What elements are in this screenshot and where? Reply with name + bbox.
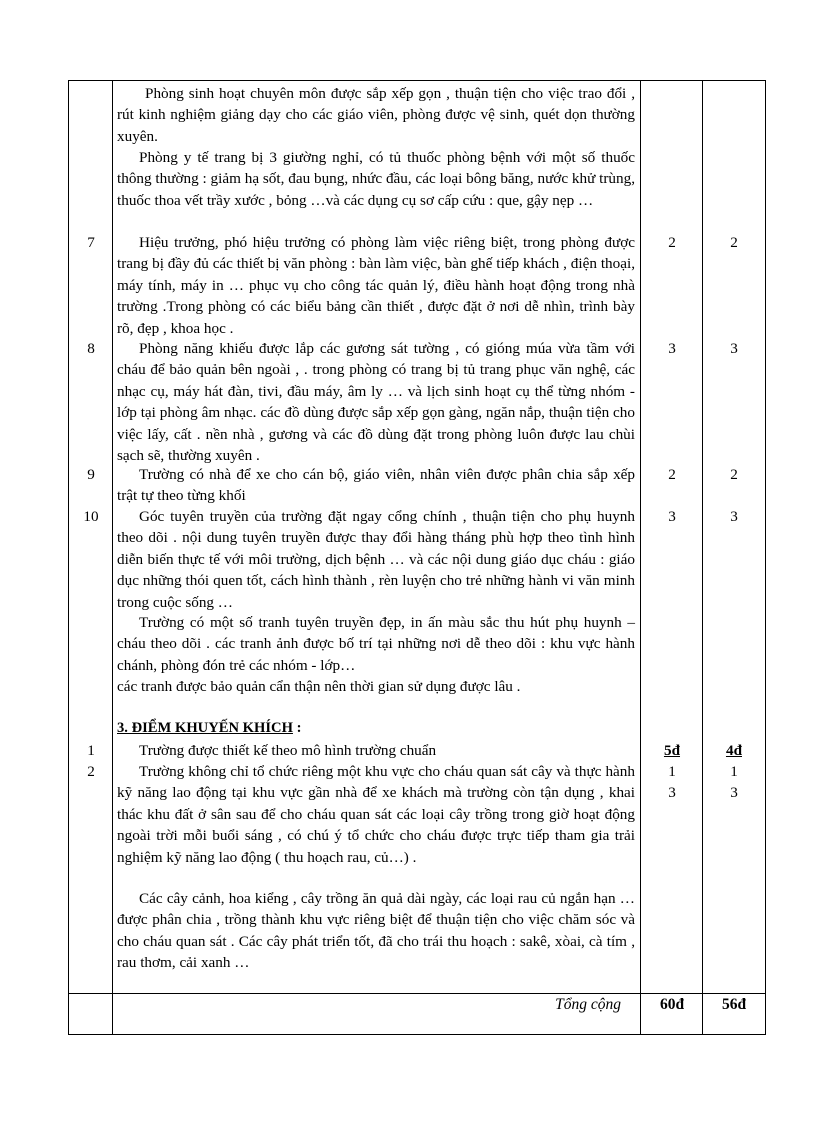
row-8-max-score: 3 (668, 340, 676, 357)
paragraph-plants: Các cây cảnh, hoa kiểng , cây trồng ăn quả dài ngày, các loại rau củ ngắn hạn … được phân chia , trồng thành khu vực riêng biệt để thuận tiện cho việc chăm sóc và cho cháu quan sát . Các cây phát triển tốt, đã cho trái thu hoạch : sakê, xòai, cà tím , rau thơm, cải xanh … (117, 890, 635, 972)
paragraph-standard-design: Trường được thiết kế theo mô hình trường chuẩn (139, 742, 437, 759)
row-1-stt: 1 (87, 742, 95, 759)
paragraph-medical-room: Phòng y tế trang bị 3 giường nghỉ, có tủ thuốc phòng bệnh với một số thuốc thông thường : giảm hạ sốt, đau bụng, nhức đầu, các loại bông băng, nước khử trùng, thuốc thoa vết trầy xước , bỏng …và các dụng cụ sơ cấp cứu : que, gậy nẹp … (117, 149, 635, 209)
paragraph-garden-area: Trường không chỉ tổ chức riêng một khu vực cho cháu quan sát cây và thực hành kỹ năng lao động tại khu vực gần nhà để xe khách mà trường còn tận dụng , khai thác khu đất ở sân sau để cho cháu quan sát các loại cây trồng trong giờ hoạt động ngoài trời mỗi buổi sáng , có chú ý tổ chức cho cháu được trực tiếp tham gia trải nghiệm kỹ năng lao động ( thu hoạch rau, củ…) . (117, 763, 635, 866)
table-border-right (765, 80, 766, 1035)
paragraph-meeting-room: Phòng sinh hoạt chuyên môn được sắp xếp gọn , thuận tiện cho việc trao đổi , rút kinh nghiệm giảng dạy cho các giáo viên, phòng được vệ sinh, quét dọn thường xuyên. (117, 85, 635, 145)
row-9-max-score: 2 (668, 466, 676, 483)
row-2-stt: 2 (87, 763, 95, 780)
section-max-score: 5đ (663, 742, 681, 759)
table-border-left (68, 80, 69, 1035)
section-heading-colon: : (292, 720, 302, 736)
row-7-max-score: 2 (668, 234, 676, 251)
row-7-stt: 7 (87, 234, 95, 251)
section-heading-text: 3. ĐIỂM KHUYẾN KHÍCH (117, 720, 293, 736)
table-border-bottom (68, 1034, 766, 1035)
table-border-col3 (702, 80, 703, 1035)
row-7-score: 2 (730, 234, 738, 251)
table-border-col1 (112, 80, 113, 1035)
total-label: Tổng cộng (555, 996, 621, 1013)
table-border-col2 (640, 80, 641, 1035)
total-score: 56đ (721, 996, 747, 1013)
row-2-max-score: 3 (668, 784, 676, 801)
section-score: 4đ (725, 742, 743, 759)
total-max-score: 60đ (659, 996, 685, 1013)
paragraph-propaganda-corner: Góc tuyên truyền của trường đặt ngay cổng chính , thuận tiện cho phụ huynh theo dõi . nội dung tuyên truyền được thay đổi hàng tháng phù hợp theo tình hình diễn biến thực tế với môi trường, dịch bệnh … và các nội dung giáo dục cháu : giáo dục những thói quen tốt, cách hình thành , rèn luyện cho trẻ những hành vi văn minh trong cuộc sống … (117, 508, 635, 611)
row-10-max-score: 3 (668, 508, 676, 525)
row-9-stt: 9 (87, 466, 95, 483)
paragraph-propaganda-pictures: Trường có một số tranh tuyên truyền đẹp, in ấn màu sắc thu hút phụ huynh – cháu theo dõi . các tranh ảnh được bố trí tại những nơi dễ theo dõi : khu vực hành chánh, phòng đón trẻ các nhóm - lớp… (117, 614, 635, 674)
row-2-score: 3 (730, 784, 738, 801)
paragraph-principal-office: Hiệu trưởng, phó hiệu trưởng có phòng làm việc riêng biệt, trong phòng được trang bị đầy đủ các thiết bị văn phòng : bàn làm việc, bàn ghế tiếp khách , điện thoại, máy tính, máy in … phục vụ cho công tác quản lý, điều hành hoạt động trong nhà trường .Trong phòng có các biểu bảng cần thiết , được đặt ở nơi dễ nhìn, trình bày rõ, đẹp , khoa học . (117, 234, 635, 337)
row-10-score: 3 (730, 508, 738, 525)
row-9-score: 2 (730, 466, 738, 483)
table-border-top (68, 80, 766, 81)
paragraph-picture-preservation: các tranh được bảo quản cẩn thận nên thời gian sử dụng được lâu . (117, 678, 521, 695)
row-1-score: 1 (730, 763, 738, 780)
paragraph-parking: Trường có nhà để xe cho cán bộ, giáo viên, nhân viên được phân chia sắp xếp trật tự theo từng khối (117, 466, 635, 505)
row-8-stt: 8 (87, 340, 95, 357)
row-8-score: 3 (730, 340, 738, 357)
section-heading (117, 718, 301, 739)
row-1-max-score: 1 (668, 763, 676, 780)
paragraph-talent-room: Phòng năng khiếu được lắp các gương sát tường , có gióng múa vừa tầm với cháu để bảo quản bên ngoài , . trong phòng có trang bị tủ trang phục văn nghệ, các nhạc cụ, máy hát đàn, tivi, đầu máy, âm ly … và lịch sinh hoạt cụ thể từng nhóm -lớp tại phòng âm nhạc. các đồ dùng được sắp xếp gọn gàng, ngăn nắp, thuận tiện cho việc lấy, cất . nền nhà , gương và các đồ dùng đặt trong phòng luôn được lau chùi sạch sẽ, thường xuyên . (117, 340, 635, 465)
row-10-stt: 10 (83, 508, 99, 525)
